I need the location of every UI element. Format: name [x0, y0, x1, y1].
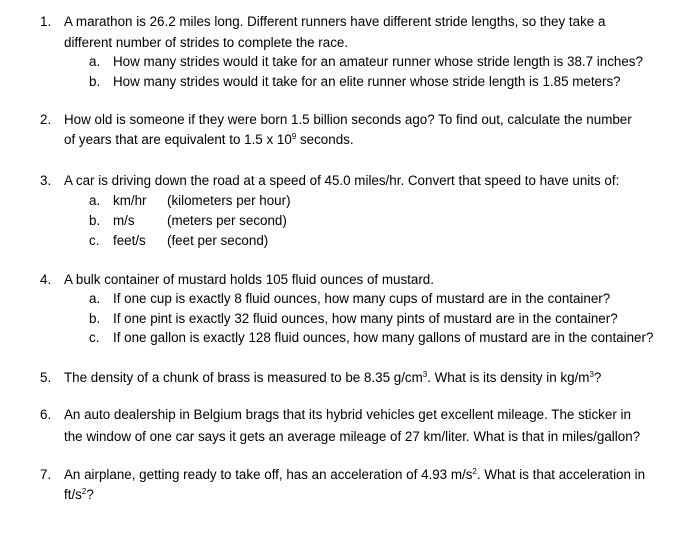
part-letter: b.: [89, 213, 101, 228]
question-text-line2: [64, 130, 664, 150]
question-number: 6.: [40, 407, 52, 422]
part-letter: c.: [89, 233, 100, 248]
question-text: A car is driving down the road at a speed of 45.0 miles/hr. Convert that speed to have units of:: [64, 173, 620, 188]
part-text: If one gallon is exactly 128 fluid ounces, how many gallons of mustard are in the container?: [113, 330, 654, 345]
part-text: If one cup is exactly 8 fluid ounces, how many cups of mustard are in the container?: [113, 291, 611, 306]
text-segment: The density of a chunk of brass is measured to be 8.35 g/cm: [64, 370, 423, 385]
text-segment: . What is that acceleration in: [476, 467, 646, 482]
text-segment: ?: [86, 487, 94, 502]
part-letter: b.: [89, 74, 101, 89]
question-text: the window of one car says it gets an average mileage of 27 km/liter. What is that in miles/gallon?: [64, 429, 641, 444]
exponent: 2: [81, 487, 87, 496]
question-number: 7.: [40, 467, 52, 482]
part-letter: c.: [89, 330, 100, 345]
question-number: 1.: [40, 14, 52, 29]
question-text: An auto dealership in Belgium brags that its hybrid vehicles get excellent mileage. The sticker in: [64, 407, 631, 422]
question-text: [64, 368, 664, 388]
part-letter: a.: [89, 291, 101, 306]
unit-description: (kilometers per hour): [167, 193, 291, 208]
question-number: 5.: [40, 370, 52, 385]
unit-description: (meters per second): [167, 213, 287, 228]
question-text: How old is someone if they were born 1.5 billion seconds ago? To find out, calculate the number: [64, 112, 632, 127]
exponent: 9: [291, 132, 297, 141]
question-text: A bulk container of mustard holds 105 fluid ounces of mustard.: [64, 272, 434, 287]
part-letter: a.: [89, 54, 101, 69]
unit-label: feet/s: [113, 233, 146, 248]
unit-label: m/s: [113, 213, 135, 228]
part-text: How many strides would it take for an amateur runner whose stride length is 38.7 inches?: [113, 54, 643, 69]
unit-label: km/hr: [113, 193, 147, 208]
question-text-line2: [64, 485, 664, 505]
text-segment: An airplane, getting ready to take off, has an acceleration of 4.93 m/s: [64, 467, 473, 482]
text-segment: . What is its density in kg/m: [427, 370, 590, 385]
text-segment: seconds.: [296, 132, 354, 147]
part-letter: a.: [89, 193, 101, 208]
question-number: 4.: [40, 272, 52, 287]
part-text: If one pint is exactly 32 fluid ounces, how many pints of mustard are in the container?: [113, 311, 618, 326]
question-text: [64, 465, 664, 485]
question-text: A marathon is 26.2 miles long. Different runners have different stride lengths, so they take a: [64, 14, 606, 29]
question-number: 3.: [40, 173, 52, 188]
part-letter: b.: [89, 311, 101, 326]
exponent: 3: [589, 370, 594, 379]
text-segment: of years that are equivalent to 1.5 x 10: [64, 132, 292, 147]
part-text: How many strides would it take for an elite runner whose stride length is 1.85 meters?: [113, 74, 621, 89]
exponent: 3: [422, 370, 428, 379]
text-segment: ?: [593, 370, 602, 385]
question-number: 2.: [40, 112, 52, 127]
unit-description: (feet per second): [167, 233, 269, 248]
question-text: different number of strides to complete the race.: [64, 35, 349, 50]
text-segment: ft/s: [64, 487, 82, 502]
exponent: 2: [472, 467, 477, 476]
